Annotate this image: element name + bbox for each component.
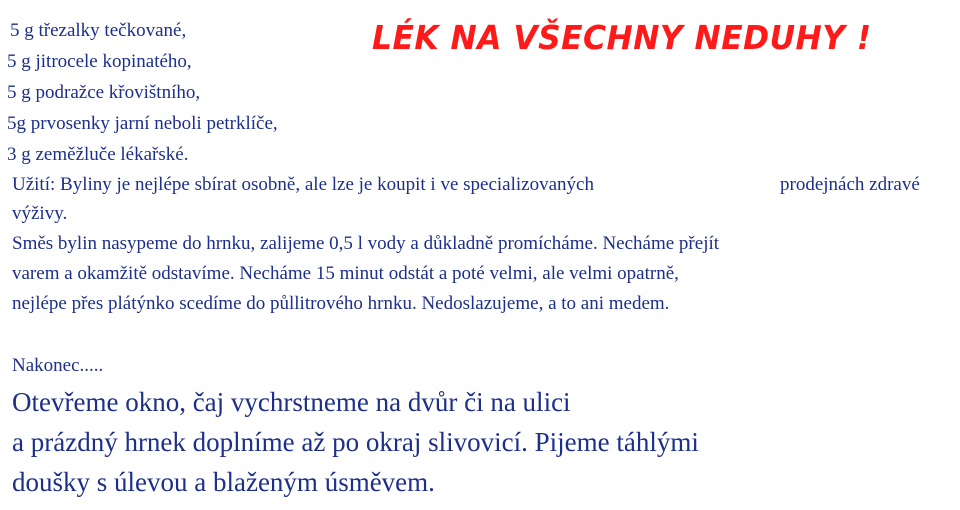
finale-line: doušky s úlevou a blaženým úsměvem.	[12, 467, 435, 497]
finale-line: a prázdný hrnek doplníme až po okraj slivovicí. Pijeme táhlými	[12, 427, 699, 457]
usage-line: Užití: Byliny je nejlépe sbírat osobně, ale lze je koupit i ve specializovaných	[12, 174, 594, 195]
ingredient-line: 5 g jitrocele kopinatého,	[7, 51, 192, 72]
ingredient-line: 5g prvosenky jarní neboli petrklíče,	[7, 113, 278, 134]
ingredient-line: 5 g třezalky tečkované,	[10, 20, 187, 41]
page-title: LÉK NA VŠECHNY NEDUHY !	[372, 18, 872, 57]
instruction-line: nejlépe přes plátýnko scedíme do půllitrového hrnku. Nedoslazujeme, a to ani medem.	[12, 293, 670, 314]
finale-label: Nakonec.....	[12, 355, 104, 376]
usage-line-continuation: prodejnách zdravé	[780, 174, 920, 195]
ingredient-line: 5 g podražce křovištního,	[7, 82, 201, 103]
finale-line: Otevřeme okno, čaj vychrstneme na dvůr či na ulici	[12, 387, 571, 417]
ingredient-line: 3 g zeměžluče lékařské.	[7, 144, 189, 165]
usage-line: výživy.	[12, 203, 68, 224]
instruction-line: Směs bylin nasypeme do hrnku, zalijeme 0,5 l vody a důkladně promícháme. Necháme přejít	[12, 233, 720, 254]
instruction-line: varem a okamžitě odstavíme. Necháme 15 minut odstát a poté velmi, ale velmi opatrně,	[12, 263, 679, 284]
